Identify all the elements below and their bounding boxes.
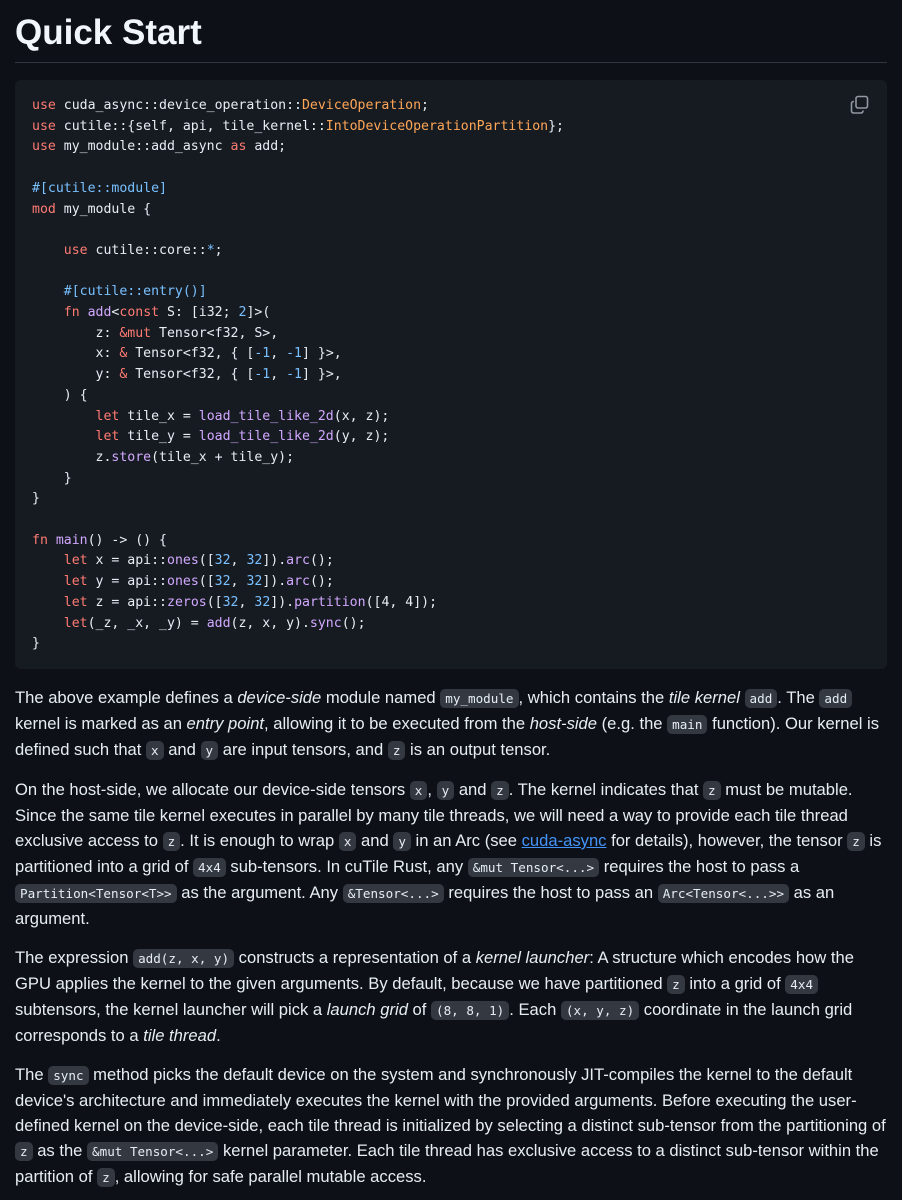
code-token: ones xyxy=(167,553,199,569)
emphasis: entry point xyxy=(186,714,265,733)
text: , allowing it to be executed from the xyxy=(264,714,530,733)
inline-code: z xyxy=(667,975,685,994)
code-token: let xyxy=(63,615,88,631)
code-line xyxy=(32,119,564,134)
code-token: S: [i32; xyxy=(167,305,239,321)
text: is partitioned into a grid of xyxy=(15,831,882,876)
inline-code: 4x4 xyxy=(193,858,226,877)
inline-code: my_module xyxy=(440,689,518,708)
text: in an Arc (see xyxy=(410,831,522,850)
code-token: ] }>, xyxy=(302,367,342,383)
inline-code: main xyxy=(667,715,707,734)
code-token xyxy=(32,305,64,320)
code-token: tile_y = xyxy=(127,429,199,445)
code-content xyxy=(15,80,887,655)
text: sub-tensors. In cuTile Rust, any xyxy=(225,857,468,876)
text: . It is enough to wrap xyxy=(180,831,339,850)
code-token xyxy=(32,243,64,258)
code-token: ; xyxy=(214,242,223,258)
code-token: ones xyxy=(167,574,199,590)
code-token: partition xyxy=(294,594,366,610)
code-line xyxy=(32,388,88,403)
code-token: 32 xyxy=(246,553,263,569)
code-token: main xyxy=(55,532,88,548)
code-token: 32 xyxy=(222,594,239,610)
emphasis: launch grid xyxy=(326,1000,408,1019)
code-line xyxy=(32,574,334,589)
text: On the host-side, we allocate our device-side tensors xyxy=(15,780,410,799)
code-token: -1 xyxy=(254,346,271,362)
code-token: use xyxy=(32,118,64,134)
code-token: tile_x = xyxy=(127,408,199,424)
code-line xyxy=(32,367,342,382)
text: as an argument. xyxy=(15,883,835,928)
code-token: my_module::add_async xyxy=(63,139,231,155)
code-token: , xyxy=(230,574,247,590)
code-token xyxy=(32,284,64,299)
code-token: zeros xyxy=(167,594,207,610)
text: The xyxy=(15,1065,49,1084)
code-line xyxy=(32,98,429,113)
code-line xyxy=(32,491,40,506)
code-token: arc xyxy=(286,553,310,569)
text: kernel parameter. Each tile thread has exclusive access to a distinct sub-tensor within the partition of xyxy=(15,1141,879,1186)
code-token: x: xyxy=(32,346,120,362)
text: must be mutable. Since the same tile kernel executes in parallel by many tile threads, we will need a way to provide each tile thread exclusive access to xyxy=(15,780,853,850)
code-token: 2 xyxy=(238,305,247,321)
text: and xyxy=(356,831,394,850)
code-line xyxy=(32,636,40,651)
text: constructs a representation of a xyxy=(234,948,476,967)
code-line xyxy=(32,450,294,465)
inline-code: add xyxy=(819,689,852,708)
code-line xyxy=(32,284,207,299)
text: . Each xyxy=(509,1000,561,1019)
code-line xyxy=(32,326,278,341)
code-token: #[cutile::entry()] xyxy=(63,284,207,300)
code-token: as xyxy=(230,139,255,155)
code-token: ([ xyxy=(198,574,215,590)
code-token: z. xyxy=(32,449,112,465)
code-token: ]>( xyxy=(246,305,271,321)
code-line xyxy=(32,471,72,486)
code-token: (z, x, y). xyxy=(230,615,310,631)
code-token: cutile::{self, api, tile_kernel:: xyxy=(63,118,326,134)
code-token xyxy=(32,574,64,589)
code-token: let xyxy=(63,553,96,569)
code-token: () -> () { xyxy=(87,532,167,548)
code-token: use xyxy=(32,98,64,113)
text: as the argument. Any xyxy=(176,883,343,902)
code-token xyxy=(32,595,64,610)
code-token: IntoDeviceOperationPartition xyxy=(325,118,549,134)
inline-code: z xyxy=(491,781,509,800)
inline-code: z xyxy=(97,1168,115,1187)
code-token: fn xyxy=(32,532,56,548)
code-token: arc xyxy=(286,574,310,590)
code-token: }; xyxy=(548,118,564,134)
code-token: y: xyxy=(32,367,120,383)
code-token: 32 xyxy=(246,574,263,590)
code-token: &mut xyxy=(119,325,160,341)
inline-code: y xyxy=(437,781,455,800)
inline-code: &mut Tensor<...> xyxy=(87,1142,218,1161)
code-token: (); xyxy=(309,553,334,569)
text: module named xyxy=(321,688,441,707)
emphasis: device-side xyxy=(237,688,322,707)
text: coordinate in the launch grid corresponds to a xyxy=(15,1000,853,1045)
code-token: Tensor<f32, S>, xyxy=(159,325,279,341)
code-token: 32 xyxy=(214,553,231,569)
page-title: Quick Start xyxy=(15,0,887,63)
code-token: let xyxy=(63,574,96,590)
code-token: add xyxy=(206,615,231,631)
code-token: mod xyxy=(32,201,64,217)
emphasis: host-side xyxy=(529,714,598,733)
code-token xyxy=(32,409,96,424)
code-line xyxy=(32,553,334,568)
inline-code: &Tensor<...> xyxy=(343,884,444,903)
code-token: z: xyxy=(32,325,120,341)
code-token: ([ xyxy=(206,594,223,610)
inline-code: x xyxy=(410,781,428,800)
text: The above example defines a xyxy=(15,688,238,707)
inline-code: (x, y, z) xyxy=(561,1001,639,1020)
cuda-async-link[interactable]: cuda-async xyxy=(521,831,607,850)
text: and xyxy=(454,780,492,799)
code-token: const xyxy=(119,305,168,321)
code-token: , xyxy=(270,346,287,362)
inline-code: x xyxy=(339,832,357,851)
code-token: } xyxy=(32,636,40,652)
text: The expression xyxy=(15,948,134,967)
emphasis: tile thread xyxy=(143,1026,217,1045)
code-token: ]). xyxy=(270,594,295,610)
text: . xyxy=(216,1026,221,1045)
code-token: (); xyxy=(309,574,334,590)
code-token: let xyxy=(95,408,128,424)
text: requires the host to pass a xyxy=(599,857,800,876)
text: , allowing for safe parallel mutable access. xyxy=(114,1167,427,1186)
code-line xyxy=(32,181,167,196)
inline-code: add xyxy=(745,689,778,708)
code-token: ]). xyxy=(262,553,287,569)
inline-code: sync xyxy=(48,1066,88,1085)
inline-code: y xyxy=(393,832,411,851)
code-token: #[cutile::module] xyxy=(32,180,167,196)
code-token: fn xyxy=(63,305,88,321)
code-token: , xyxy=(270,367,287,383)
code-line xyxy=(32,429,389,444)
code-line xyxy=(32,595,437,610)
code-token: z = api:: xyxy=(95,594,167,610)
code-token: ]). xyxy=(262,574,287,590)
copy-icon xyxy=(849,94,871,116)
code-token: let xyxy=(63,594,96,610)
text: . The xyxy=(777,688,820,707)
code-token: Tensor<f32, { [ xyxy=(135,367,255,383)
code-token: } xyxy=(32,470,72,486)
inline-code: add(z, x, y) xyxy=(133,949,234,968)
code-token: 32 xyxy=(254,594,271,610)
text: function). Our kernel is defined such that xyxy=(15,714,880,759)
code-token: & xyxy=(119,367,136,383)
paragraph xyxy=(15,777,887,931)
code-line xyxy=(32,533,167,548)
copy-button[interactable] xyxy=(849,94,871,116)
code-token: x = api:: xyxy=(95,553,167,569)
inline-code: Partition<Tensor<T>> xyxy=(15,884,177,903)
text xyxy=(740,688,745,707)
code-token: Tensor<f32, { [ xyxy=(135,346,255,362)
emphasis: tile kernel xyxy=(668,688,740,707)
code-token: let xyxy=(95,429,128,445)
inline-code: z xyxy=(703,781,721,800)
code-token: ([ xyxy=(198,553,215,569)
text: method picks the default device on the system and synchronously JIT-compiles the kernel to the default device's architecture and immediately executes the kernel with the provided arguments. Before executing the user-defined kernel on the device-side, each tile thread is initialized by selecting a distinct sub-tensor from the partitioning of xyxy=(15,1065,886,1135)
text: and xyxy=(163,740,201,759)
inline-code: y xyxy=(201,741,219,760)
inline-code: 4x4 xyxy=(785,975,818,994)
code-token: * xyxy=(206,242,215,258)
text: requires the host to pass an xyxy=(443,883,658,902)
code-line xyxy=(32,409,389,424)
code-block xyxy=(15,80,887,669)
text: : A structure which encodes how the GPU applies the kernel to the given arguments. By default, because we have partitioned xyxy=(15,948,854,993)
code-line xyxy=(32,305,270,320)
code-token: DeviceOperation xyxy=(301,98,422,113)
code-token: store xyxy=(111,449,152,465)
code-token: < xyxy=(111,305,120,321)
code-token: (tile_x + tile_y); xyxy=(151,449,295,465)
code-token: & xyxy=(119,346,136,362)
code-token: } xyxy=(32,491,40,507)
code-token: (); xyxy=(341,615,366,631)
code-token: add xyxy=(87,305,112,321)
code-token: -1 xyxy=(286,367,302,383)
inline-code: z xyxy=(388,741,406,760)
inline-code: z xyxy=(15,1142,33,1161)
inline-code: Arc<Tensor<...>> xyxy=(658,884,789,903)
code-token: , xyxy=(238,594,255,610)
code-token xyxy=(32,429,96,444)
text: kernel is marked as an xyxy=(15,714,187,733)
text: . The kernel indicates that xyxy=(508,780,704,799)
code-line xyxy=(32,139,286,154)
code-token: ] }>, xyxy=(302,346,342,362)
text: for details), however, the tensor xyxy=(606,831,848,850)
code-token: ; xyxy=(421,98,429,113)
code-token: my_module { xyxy=(63,201,152,217)
paragraph xyxy=(15,1062,887,1190)
code-token: load_tile_like_2d xyxy=(198,429,334,445)
code-line xyxy=(32,202,151,217)
text: into a grid of xyxy=(684,974,786,993)
code-line xyxy=(32,616,366,631)
text: as the xyxy=(32,1141,88,1160)
text: , xyxy=(427,780,437,799)
code-token: ) { xyxy=(32,387,88,403)
code-token: -1 xyxy=(286,346,302,362)
code-token: -1 xyxy=(254,367,271,383)
code-token: use xyxy=(63,242,96,258)
emphasis: kernel launcher xyxy=(475,948,590,967)
inline-code: (8, 8, 1) xyxy=(431,1001,509,1020)
inline-code: z xyxy=(163,832,181,851)
code-token: 32 xyxy=(214,574,231,590)
text: (e.g. the xyxy=(597,714,668,733)
inline-code: x xyxy=(146,741,164,760)
code-token xyxy=(32,553,64,568)
inline-code: z xyxy=(847,832,865,851)
code-token: y = api:: xyxy=(95,574,167,590)
text: , which contains the xyxy=(518,688,669,707)
code-token: sync xyxy=(309,615,342,631)
code-token: (y, z); xyxy=(333,429,390,445)
code-token: add; xyxy=(254,139,287,155)
text: are input tensors, and xyxy=(218,740,388,759)
code-token: load_tile_like_2d xyxy=(198,408,334,424)
code-token xyxy=(32,616,64,631)
text: is an output tensor. xyxy=(405,740,551,759)
code-token: cutile::core:: xyxy=(95,242,207,258)
paragraph xyxy=(15,945,887,1048)
paragraph xyxy=(15,685,887,763)
prose xyxy=(15,685,887,1190)
code-token: (x, z); xyxy=(333,408,390,424)
code-line xyxy=(32,243,223,258)
code-token: cuda_async::device_operation:: xyxy=(63,98,302,113)
code-token: ([4, 4]); xyxy=(365,594,438,610)
code-token: (_z, _x, _y) = xyxy=(87,615,207,631)
text: subtensors, the kernel launcher will pick a xyxy=(15,1000,327,1019)
code-token: , xyxy=(230,553,247,569)
inline-code: &mut Tensor<...> xyxy=(468,858,599,877)
code-line xyxy=(32,346,342,361)
text: of xyxy=(407,1000,431,1019)
code-token: use xyxy=(32,139,64,155)
